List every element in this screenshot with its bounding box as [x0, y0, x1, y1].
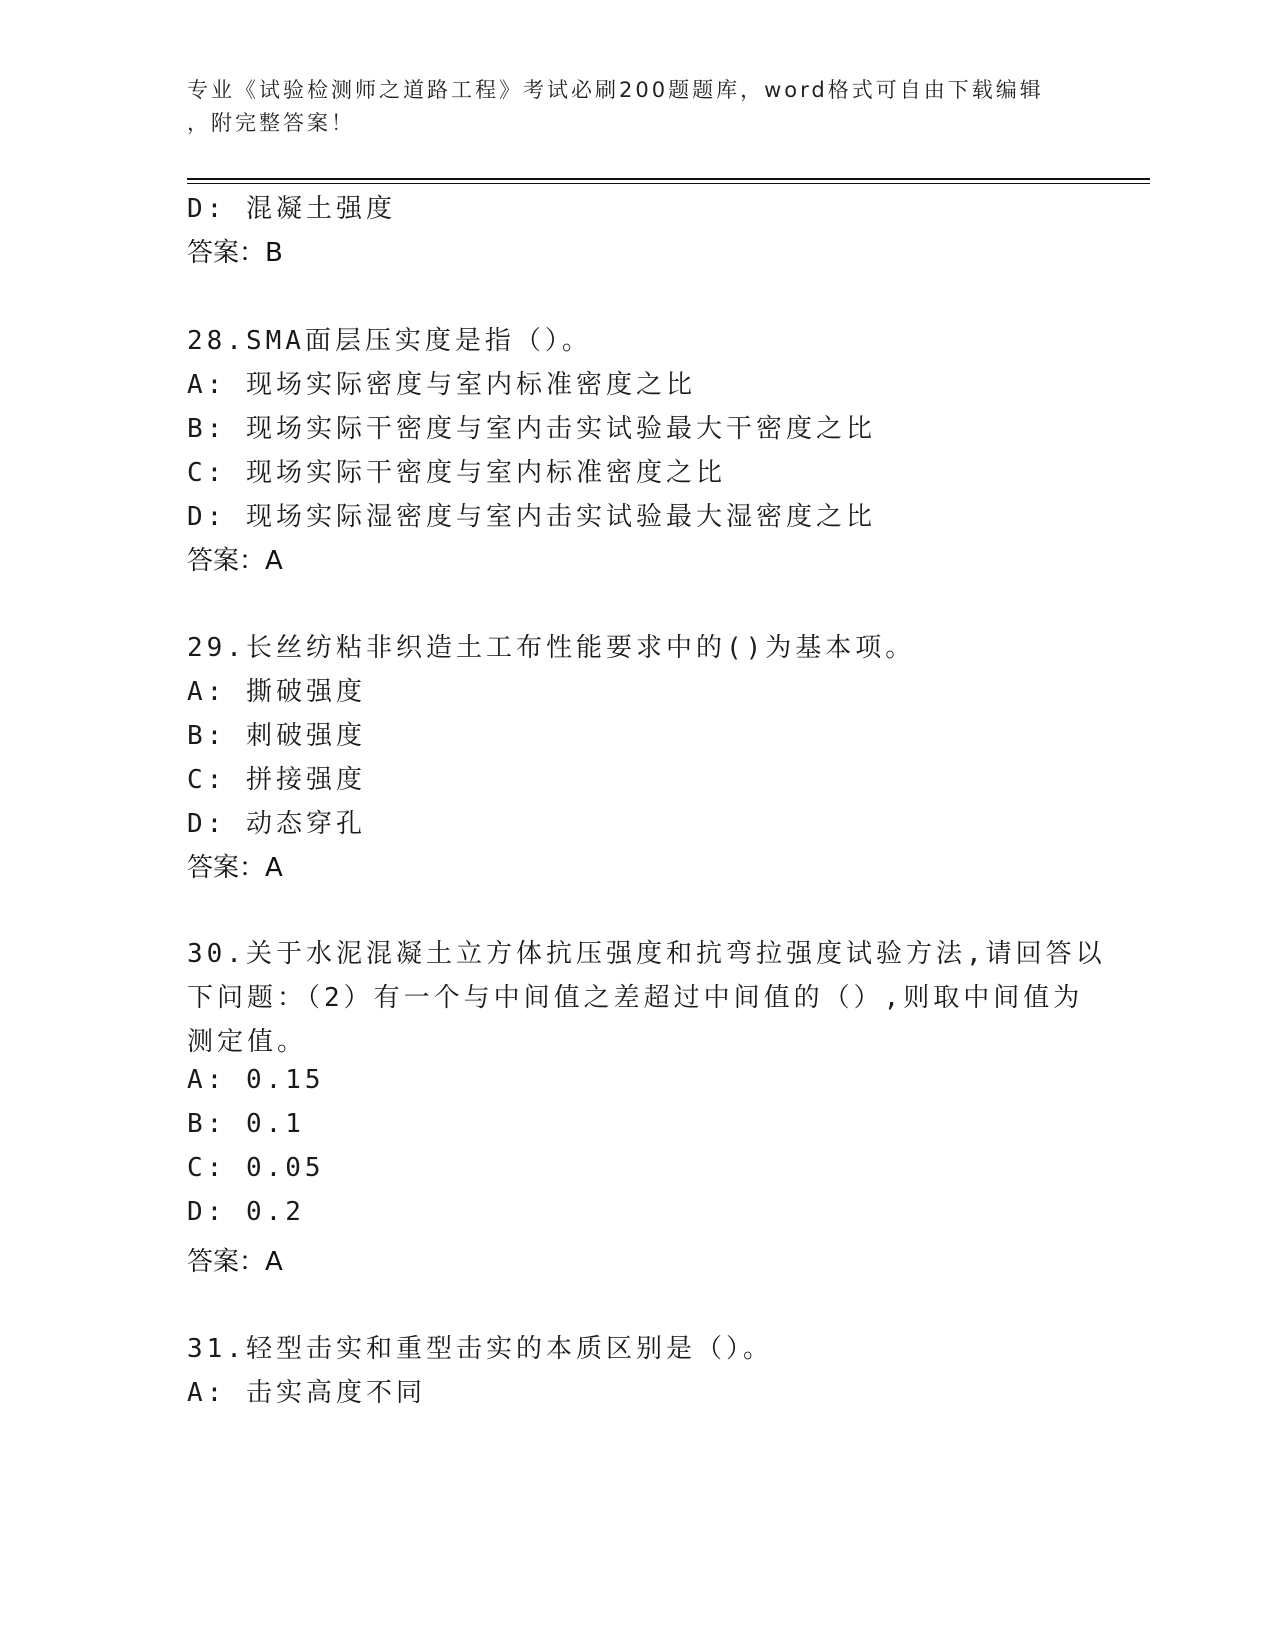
- q27-option-d: D: 混凝土强度: [187, 194, 396, 224]
- q28-option-b: B: 现场实际干密度与室内击实试验最大干密度之比: [187, 414, 876, 444]
- q30-stem-line2: 下问题：（2）有一个与中间值之差超过中间值的（）,则取中间值为: [187, 983, 1084, 1013]
- q30-option-c: C: 0.05: [187, 1153, 325, 1183]
- q30-option-b: B: 0.1: [187, 1109, 305, 1139]
- q29-answer: 答案：A: [187, 853, 283, 883]
- q30-stem-line3: 测定值。: [187, 1027, 308, 1057]
- q28-answer: 答案：A: [187, 546, 283, 576]
- q28-option-a: A: 现场实际密度与室内标准密度之比: [187, 370, 696, 400]
- q28-option-d: D: 现场实际湿密度与室内击实试验最大湿密度之比: [187, 502, 876, 532]
- q29-option-a: A: 撕破强度: [187, 677, 366, 707]
- header-divider-thin: [187, 183, 1150, 184]
- q29-option-c: C: 拼接强度: [187, 765, 366, 795]
- header-title-line1: 专业《试验检测师之道路工程》考试必刷200题题库，word格式可自由下载编辑: [187, 78, 1044, 102]
- q30-option-a: A: 0.15: [187, 1065, 325, 1095]
- document-header: [187, 74, 1087, 140]
- q29-stem: 29.长丝纺粘非织造土工布性能要求中的()为基本项。: [187, 633, 916, 663]
- q29-option-d: D: 动态穿孔: [187, 809, 366, 839]
- q30-answer: 答案：A: [187, 1247, 283, 1277]
- q30-option-d: D: 0.2: [187, 1197, 305, 1227]
- q31-option-a: A: 击实高度不同: [187, 1378, 426, 1408]
- q28-option-c: C: 现场实际干密度与室内标准密度之比: [187, 458, 726, 488]
- q30-stem-line1: 30.关于水泥混凝土立方体抗压强度和抗弯拉强度试验方法,请回答以: [187, 939, 1106, 969]
- q27-answer: 答案：B: [187, 238, 283, 268]
- header-divider-thick: [187, 178, 1150, 180]
- header-title-line2: ，附完整答案！: [187, 111, 355, 135]
- q29-option-b: B: 刺破强度: [187, 721, 366, 751]
- q28-stem: 28.SMA面层压实度是指（）。: [187, 326, 592, 356]
- q31-stem: 31.轻型击实和重型击实的本质区别是（）。: [187, 1334, 773, 1364]
